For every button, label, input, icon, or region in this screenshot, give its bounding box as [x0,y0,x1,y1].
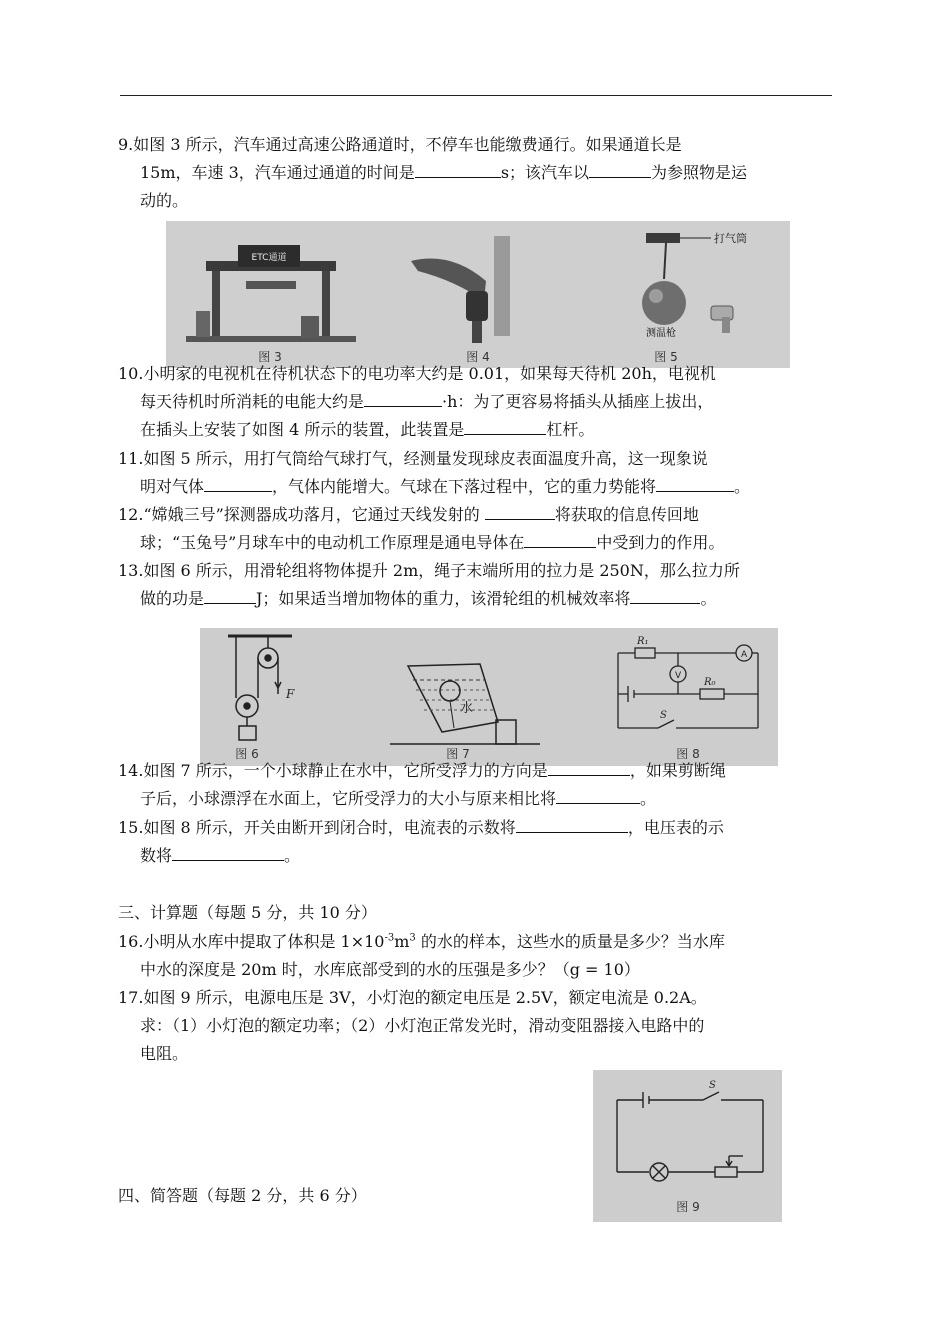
answer-blank[interactable] [204,587,256,604]
q10-line-1: 10.小明家的电视机在待机状态下的电功率大约是 0.01，如果每天待机 20h，电视机 [118,364,716,383]
svg-text:测温枪: 测温枪 [646,328,676,339]
q13-line-2: 做的功是 J；如果适当增加物体的重力，该滑轮组的机械效率将 。 [140,589,717,608]
q11-line-2: 明对气体 ，气体内能增大。气球在下落过程中，它的重力势能将 。 [140,477,751,496]
q13-line-1: 13.如图 6 所示，用滑轮组将物体提升 2m，绳子末端所用的拉力是 250N，那么拉力所 [118,561,740,580]
answer-blank[interactable] [656,475,734,492]
answer-blank[interactable] [556,787,640,804]
question-12 [118,501,836,557]
svg-text:R₁: R₁ [637,636,649,647]
q11-line-1: 11.如图 5 所示，用打气筒给气球打气，经测量发现球皮表面温度升高，这一现象说 [118,449,708,468]
svg-text:ETC通道: ETC通道 [251,253,287,263]
q17-line-2: 求：（1）小灯泡的额定功率；（2）小灯泡正常发光时，滑动变阻器接入电路中的 [140,1016,705,1035]
answer-blank[interactable] [172,844,284,861]
question-13 [118,557,836,613]
svg-text:S: S [709,1080,716,1091]
q12-line-2: 球；“玉兔号”月球车中的电动机工作原理是通电导体在 中受到力的作用。 [140,533,725,552]
answer-blank[interactable] [364,390,442,407]
header-rule [120,95,832,96]
figure-3-4-5-photo [166,221,790,368]
q16-line-2: 中水的深度是 20m 时，水库底部受到的水的压强是多少？（g = 10） [140,960,640,979]
figure-4-caption: 图 4 [466,350,490,364]
q10-line-3: 在插头上安装了如图 4 所示的装置，此装置是 杠杆。 [140,420,595,439]
svg-text:R₀: R₀ [704,677,716,688]
answer-blank[interactable] [464,418,546,435]
q14-line-1: 14.如图 7 所示，一个小球静止在水中，它所受浮力的方向是 ，如果剪断绳 [118,761,726,780]
question-9 [118,131,836,215]
figure-9-caption: 图 9 [676,1200,700,1214]
q12-line-1: 12.“嫦娥三号”探测器成功落月，它通过天线发射的 将获取的信息传回地 [118,505,699,524]
answer-blank[interactable] [524,531,596,548]
answer-blank[interactable] [589,161,651,178]
q16-line-1: 16.小明从水库中提取了体积是 $1\times 10^{-3}m^3$ 的水的样本，这些水的质量是多少？当水库 [118,932,725,951]
question-11 [118,445,836,501]
answer-blank[interactable] [630,587,700,604]
section-4-heading: 四、简答题（每题 2 分，共 6 分） [118,1186,367,1205]
q15-line-2: 数将 。 [140,846,301,865]
answer-blank[interactable] [548,759,630,776]
question-15 [118,814,836,870]
svg-text:水: 水 [460,701,474,716]
figure-3-caption: 图 3 [258,350,282,364]
figure-7-caption: 图 7 [446,747,470,761]
answer-blank[interactable] [204,475,272,492]
answer-blank[interactable] [415,161,501,178]
q14-line-2: 子后，小球漂浮在水面上，它所受浮力的大小与原来相比将 。 [140,789,657,808]
svg-text:S: S [660,710,667,721]
q9-line-2: 15m，车速 3，汽车通过通道的时间是 s；该汽车以 为参照物是运 [140,163,748,182]
question-10 [118,360,836,444]
q10-line-2: 每天待机时所消耗的电能大约是 ·h：为了更容易将插头从插座上拔出， [140,392,714,411]
q17-line-1: 17.如图 9 所示，电源电压是 3V，小灯泡的额定电压是 2.5V，额定电流是 0.2A。 [118,988,707,1007]
q9-line-3: 动的。 [140,191,189,210]
question-17 [118,984,836,1068]
figure-9-circuit [593,1070,782,1222]
figure-6-7-8-diagram [200,628,778,766]
svg-text:V: V [675,671,682,681]
figure-6-caption: 图 6 [235,747,259,761]
answer-blank[interactable] [485,503,555,520]
q17-line-3: 电阻。 [140,1044,189,1063]
answer-blank[interactable] [516,816,628,833]
figure-5-caption: 图 5 [654,350,678,364]
question-16 [118,928,836,984]
svg-text:F: F [286,687,295,701]
svg-text:打气筒: 打气筒 [714,232,747,245]
q9-line-1: 9.如图 3 所示，汽车通过高速公路通道时，不停车也能缴费通行。如果通道长是 [118,135,682,154]
svg-text:A: A [741,650,748,660]
section-3-heading: 三、计算题（每题 5 分，共 10 分） [118,903,377,922]
question-14 [118,757,836,813]
figure-8-caption: 图 8 [676,747,700,761]
q15-line-1: 15.如图 8 所示，开关由断开到闭合时，电流表的示数将 ，电压表的示 [118,818,724,837]
